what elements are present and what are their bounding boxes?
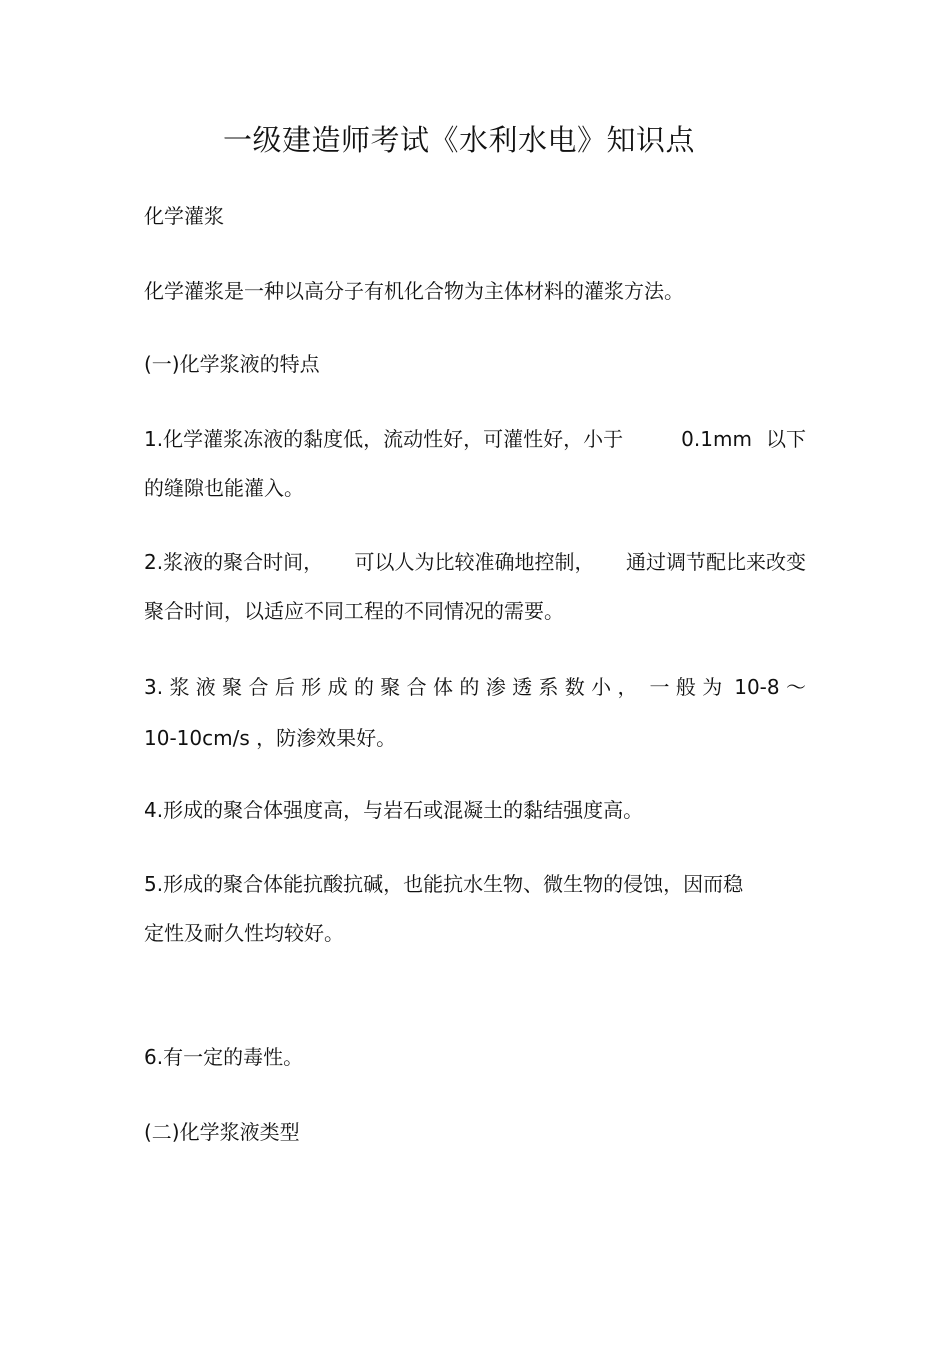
section-heading: 化学灌浆 xyxy=(144,204,224,228)
item-2-line-2: 聚合时间，以适应不同工程的不同情况的需要。 xyxy=(144,599,564,623)
item-1-line-2: 的缝隙也能灌入。 xyxy=(144,476,304,500)
item-2-text-c: 通过调节配比来改变 xyxy=(626,550,806,574)
item-3-line-2: 10-10cm/s ，防渗效果好。 xyxy=(144,726,397,750)
item-3-text-b: 一 般 为 xyxy=(649,675,723,699)
item-6: 6.有一定的毒性。 xyxy=(144,1045,304,1069)
intro-paragraph: 化学灌浆是一种以高分子有机化合物为主体材料的灌浆方法。 xyxy=(144,279,684,303)
item-1-value: 0.1mm xyxy=(681,427,752,451)
section-1-title: (一)化学浆液的特点 xyxy=(144,352,320,376)
item-1-suffix: 以下 xyxy=(766,427,806,451)
item-2-text-a: 2.浆液的聚合时间， xyxy=(144,550,324,574)
item-5-line-2: 定性及耐久性均较好。 xyxy=(144,921,344,945)
item-5-line-1: 5.形成的聚合体能抗酸抗碱，也能抗水生物、微生物的侵蚀，因而稳 xyxy=(144,872,744,896)
item-1-text: 1.化学灌浆冻液的黏度低，流动性好，可灌性好，小于 xyxy=(144,427,624,451)
section-2-title: (二)化学浆液类型 xyxy=(144,1120,300,1144)
item-3-text-a: 3. 浆 液 聚 合 后 形 成 的 聚 合 体 的 渗 透 系 数 小 ， xyxy=(144,675,638,699)
item-3-line-1 xyxy=(144,673,806,701)
item-4: 4.形成的聚合体强度高，与岩石或混凝土的黏结强度高。 xyxy=(144,798,644,822)
item-2-text-b: 可以人为比较准确地控制， xyxy=(354,550,595,574)
item-2-line-1 xyxy=(144,548,806,576)
page-title: 一级建造师考试《水利水电》知识点 xyxy=(222,123,695,157)
item-3-value: 10-8 ～ xyxy=(734,675,806,699)
item-1-line-1 xyxy=(144,425,806,453)
